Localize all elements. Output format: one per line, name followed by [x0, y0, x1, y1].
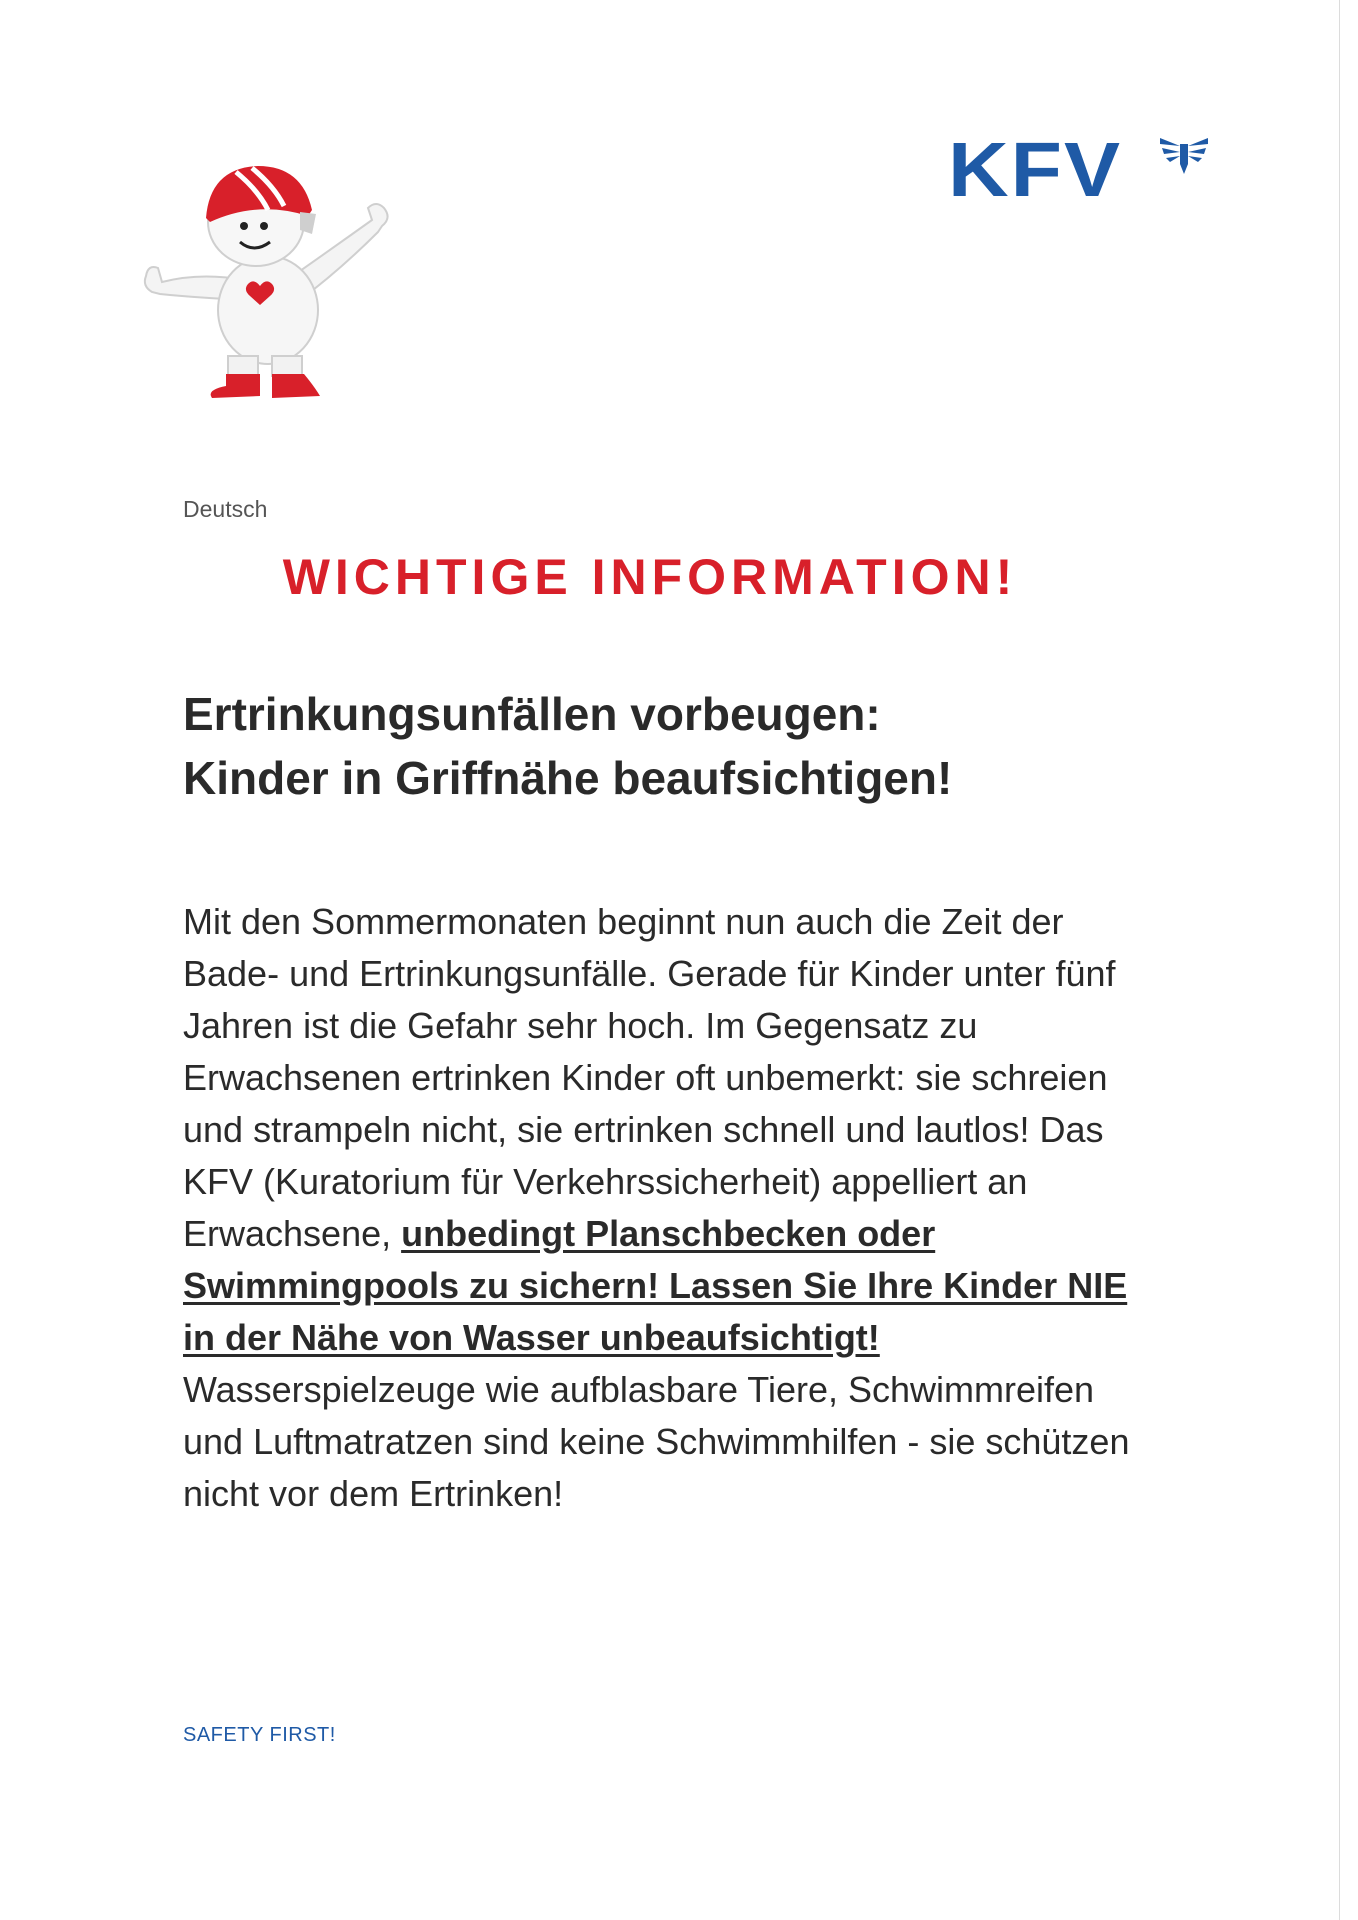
page-edge-line: [1339, 0, 1340, 1920]
kfv-logo-text: KFV: [948, 126, 1122, 213]
footer-slogan: SAFETY FIRST!: [183, 1724, 336, 1746]
subheadline: [183, 682, 1183, 810]
body-paragraph: [183, 896, 1143, 1520]
body-text-part-2: Wasserspielzeuge wie aufblasbare Tiere, Schwimmreifen und Luftmatratzen sind keine Schwimmhilfen - sie schützen nicht vor dem Ertrinken!: [183, 1369, 1130, 1514]
kfv-logo: [948, 128, 1208, 218]
language-label: Deutsch: [183, 496, 268, 522]
eagle-icon: [1158, 134, 1210, 180]
body-text-part-1: Mit den Sommermonaten beginnt nun auch die Zeit der Bade- und Ertrinkungsunfälle. Gerade für Kinder unter fünf Jahren ist die Gefahr sehr hoch. Im Gegensatz zu Erwachsenen ertrinken Kinder oft unbemerkt: sie schreien und strampeln nicht, sie ertrinken schnell und lautlos! Das KFV (Kuratorium für Verkehrssicherheit) appelliert an Erwachsene,: [183, 901, 1116, 1254]
body-text-emphasis: unbedingt Planschbecken oder Swimmingpools zu sichern! Lassen Sie Ihre Kinder NIE in der Nähe von Wasser unbeaufsichtigt!: [183, 1213, 1128, 1358]
headline: WICHTIGE INFORMATION!: [282, 549, 1018, 605]
subheadline-line-1: Ertrinkungsunfällen vorbeugen:: [183, 688, 881, 740]
subheadline-line-2: Kinder in Griffnähe beaufsichtigen!: [183, 752, 953, 804]
mascot-figure-icon: [140, 160, 410, 420]
